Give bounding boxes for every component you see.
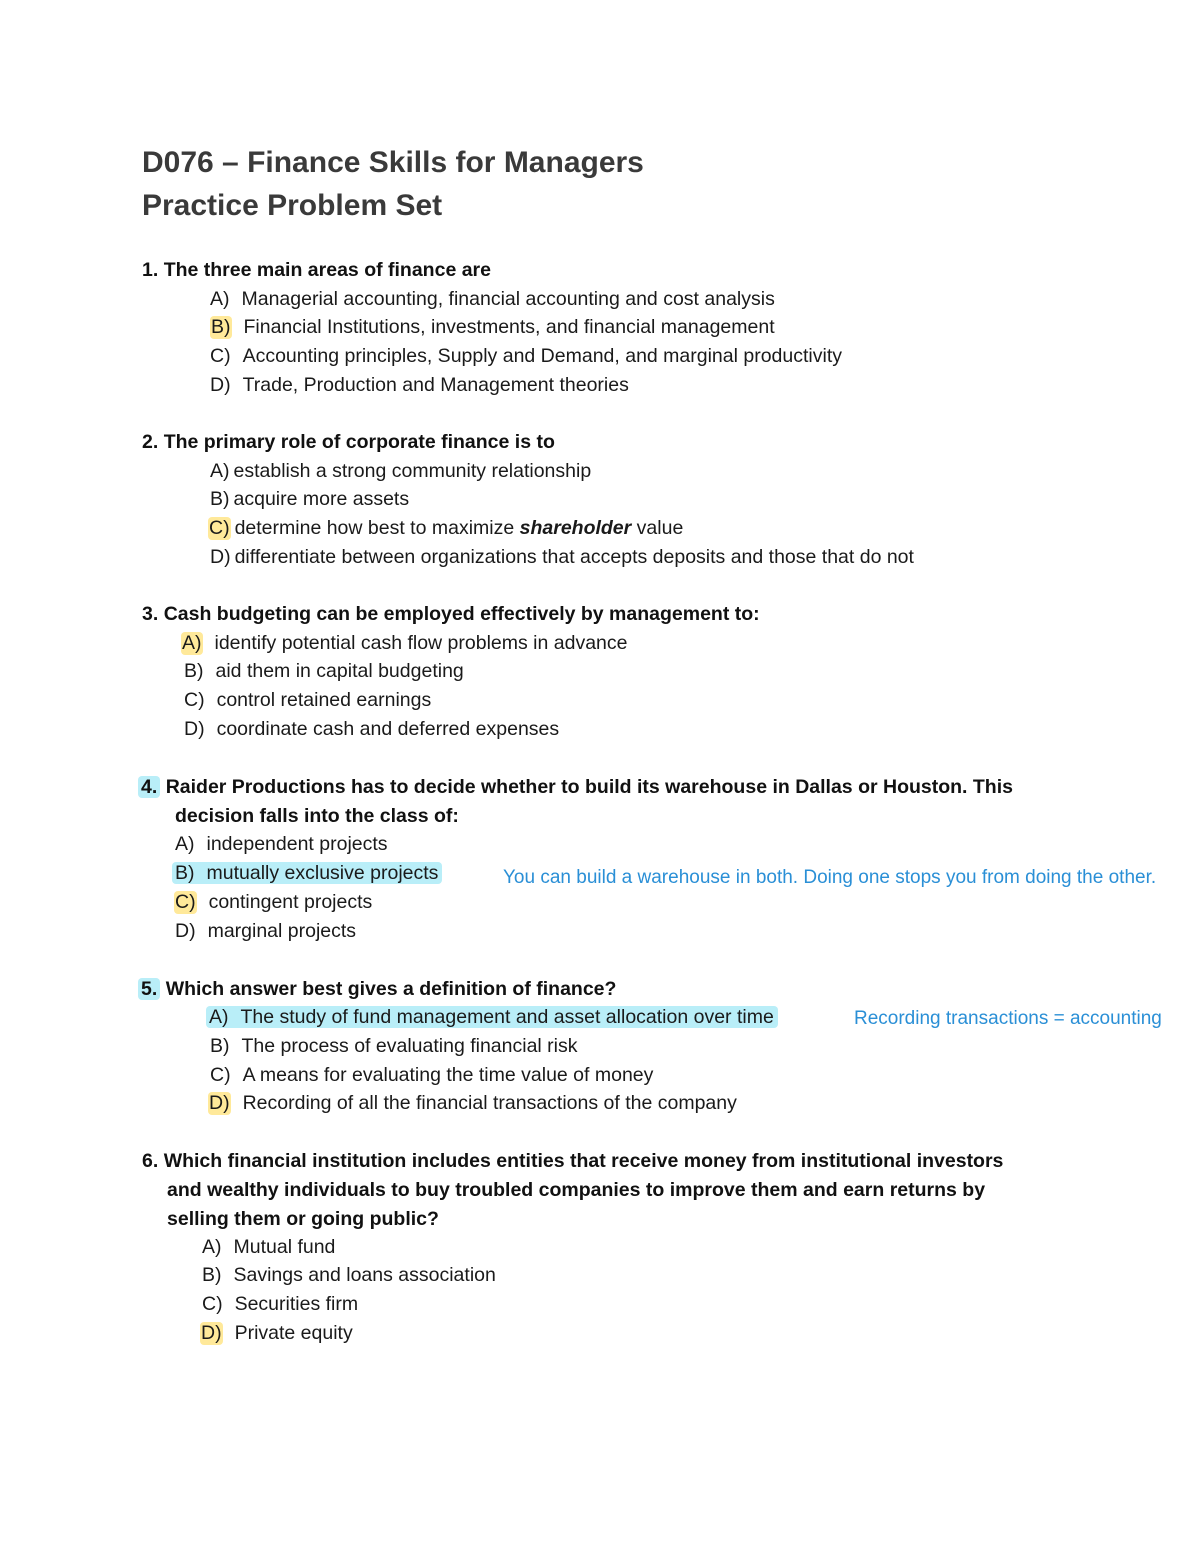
answer-highlight: A)	[182, 632, 202, 654]
option-text: establish a strong community relationship	[233, 460, 592, 482]
document-subtitle: Practice Problem Set	[142, 189, 443, 222]
question-number: 6.	[142, 1150, 159, 1172]
option-text: Accounting principles, Supply and Demand, and marginal productivity	[242, 345, 842, 367]
question-4	[138, 776, 1013, 799]
question-6-line3: selling them or going public?	[167, 1208, 439, 1230]
option-label: B)	[175, 862, 195, 884]
option-text: Financial Institutions, investments, and financial management	[243, 316, 775, 338]
option-label: A)	[209, 1006, 229, 1028]
answer-highlight	[172, 862, 442, 884]
question-number-highlight: 5.	[138, 978, 160, 1000]
q3-option-b	[184, 660, 464, 683]
q3-option-a	[181, 632, 628, 655]
q5-option-a	[206, 1006, 778, 1029]
option-text: Mutual fund	[233, 1236, 336, 1258]
q1-option-d	[210, 374, 629, 397]
question-text: Which answer best gives a definition of finance?	[165, 978, 617, 1000]
question-number: 3.	[142, 603, 159, 625]
answer-highlight	[206, 1006, 778, 1028]
option-text: value	[631, 517, 684, 539]
option-label: A)	[210, 460, 230, 482]
q1-option-a	[210, 288, 775, 311]
q3-option-c	[184, 689, 431, 712]
question-6	[142, 1150, 1003, 1173]
q6-option-a	[202, 1236, 335, 1259]
answer-highlight: D)	[209, 1092, 230, 1114]
question-4-line2: decision falls into the class of:	[175, 805, 459, 827]
q6-option-c	[202, 1293, 358, 1316]
question-text: Raider Productions has to decide whether to build its warehouse in Dallas or Houston. This	[165, 776, 1013, 798]
question-5	[138, 978, 616, 1001]
q2-option-c	[208, 517, 683, 540]
question-text: The three main areas of finance are	[163, 259, 491, 281]
q4-option-b	[172, 862, 442, 885]
q5-annotation: Recording transactions = accounting	[854, 1008, 1162, 1029]
option-text: coordinate cash and deferred expenses	[216, 718, 560, 740]
option-text: Trade, Production and Management theories	[242, 374, 629, 396]
q4-option-d	[175, 920, 356, 943]
option-label: D)	[210, 374, 231, 396]
option-label: C)	[202, 1293, 223, 1315]
question-text: Which financial institution includes entities that receive money from institutional investors	[163, 1150, 1004, 1172]
option-text: A means for evaluating the time value of money	[242, 1064, 654, 1086]
question-2	[142, 431, 555, 454]
option-label: B)	[210, 1035, 230, 1057]
option-text: independent projects	[206, 833, 388, 855]
q1-option-c	[210, 345, 842, 368]
question-text: The primary role of corporate finance is to	[163, 431, 555, 453]
option-label: D)	[210, 546, 231, 568]
option-text: The process of evaluating financial risk	[241, 1035, 578, 1057]
q5-option-d	[208, 1092, 737, 1115]
option-text: identify potential cash flow problems in advance	[214, 632, 628, 654]
option-label: D)	[184, 718, 205, 740]
option-label: A)	[210, 288, 230, 310]
option-label: C)	[210, 345, 231, 367]
question-3	[142, 603, 760, 626]
question-number-highlight: 4.	[138, 776, 160, 798]
question-text: Cash budgeting can be employed effectively by management to:	[163, 603, 760, 625]
q2-option-b	[210, 488, 409, 511]
option-text: Savings and loans association	[233, 1264, 496, 1286]
option-text: acquire more assets	[233, 488, 410, 510]
q6-option-b	[202, 1264, 496, 1287]
option-text: The study of fund management and asset allocation over time	[240, 1006, 774, 1028]
option-label: C)	[210, 1064, 231, 1086]
q2-option-a	[210, 460, 591, 483]
q5-option-c	[210, 1064, 653, 1087]
option-text: Securities firm	[234, 1293, 359, 1315]
option-label: A)	[175, 833, 195, 855]
option-label: C)	[184, 689, 205, 711]
q6-option-d	[200, 1322, 353, 1345]
emphasis-text: shareholder	[519, 517, 632, 539]
q2-option-d	[210, 546, 914, 569]
q4-option-c	[174, 891, 372, 914]
option-text: mutually exclusive projects	[206, 862, 439, 884]
answer-highlight: C)	[209, 517, 230, 539]
option-text: marginal projects	[207, 920, 357, 942]
question-number: 2.	[142, 431, 159, 453]
option-text: Managerial accounting, financial accounting and cost analysis	[241, 288, 775, 310]
answer-highlight: D)	[201, 1322, 222, 1344]
option-label: B)	[202, 1264, 222, 1286]
q3-option-d	[184, 718, 559, 741]
question-6-line2: and wealthy individuals to buy troubled companies to improve them and earn returns by	[167, 1179, 986, 1201]
option-text: Recording of all the financial transactions of the company	[242, 1092, 737, 1114]
option-label: A)	[202, 1236, 222, 1258]
option-text: contingent projects	[208, 891, 373, 913]
question-number: 1.	[142, 259, 159, 281]
option-text: determine how best to maximize	[234, 517, 520, 539]
option-label: D)	[175, 920, 196, 942]
answer-highlight: B)	[211, 316, 231, 338]
answer-highlight: C)	[175, 891, 196, 913]
option-label: B)	[184, 660, 204, 682]
question-1	[142, 259, 491, 282]
q4-option-a	[175, 833, 388, 856]
option-label: B)	[210, 488, 230, 510]
q4-annotation: You can build a warehouse in both. Doing one stops you from doing the other.	[503, 867, 1157, 888]
document-title: D076 – Finance Skills for Managers	[142, 146, 644, 179]
option-text: differentiate between organizations that accepts deposits and those that do not	[234, 546, 914, 568]
option-text: aid them in capital budgeting	[215, 660, 464, 682]
q5-option-b	[210, 1035, 578, 1058]
option-text: control retained earnings	[216, 689, 432, 711]
q1-option-b	[210, 316, 775, 339]
option-text: Private equity	[234, 1322, 353, 1344]
